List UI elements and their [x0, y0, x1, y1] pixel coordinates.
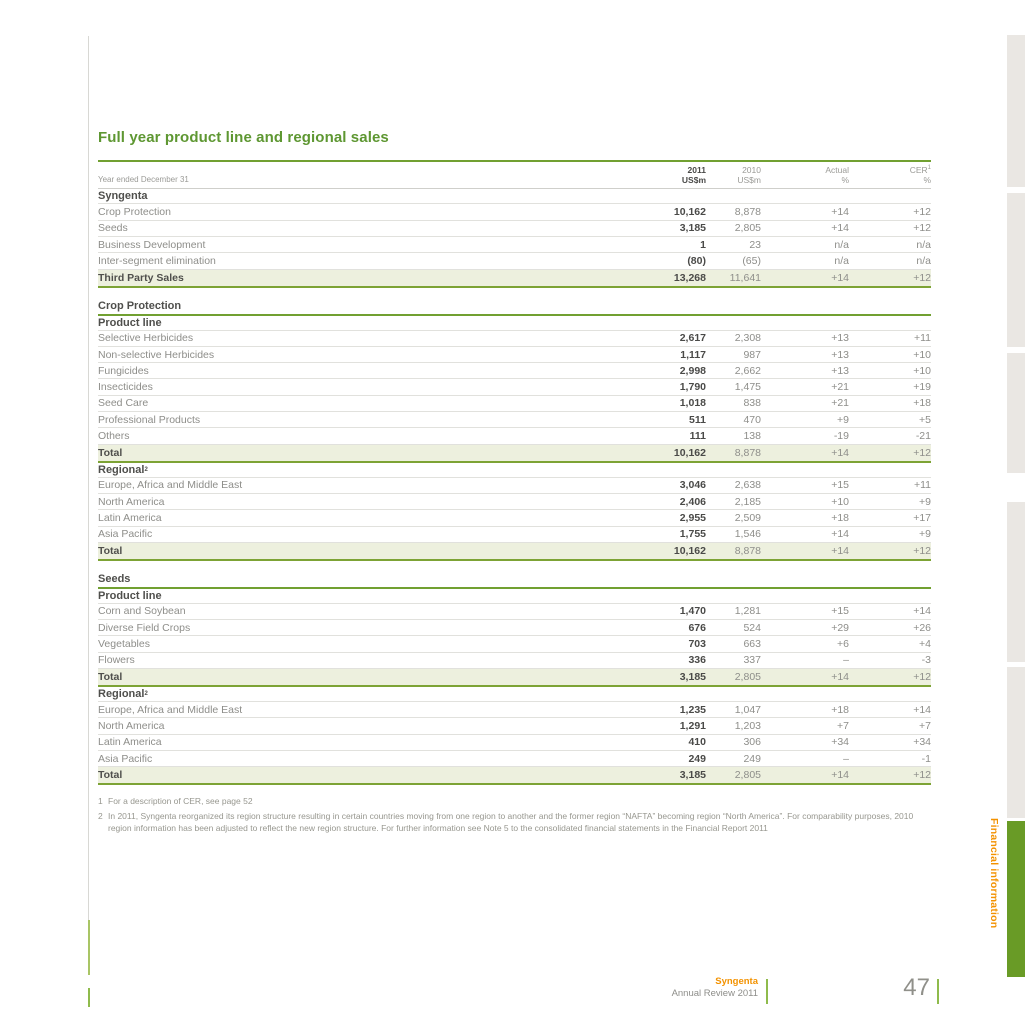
- left-crop-rule-green: [88, 920, 90, 975]
- left-crop-mark-green: [88, 988, 90, 1007]
- row-value: 703: [688, 638, 706, 651]
- table-row: [98, 478, 931, 494]
- table-header-col-actual: Actual %: [825, 165, 849, 186]
- page-title: Full year product line and regional sales: [98, 129, 389, 146]
- row-value: +14: [831, 271, 849, 284]
- row-value: +26: [913, 621, 931, 634]
- row-label: Non-selective Herbicides: [98, 348, 215, 361]
- footnote-text: For a description of CER, see page 52: [108, 796, 253, 807]
- table-block: [98, 573, 931, 785]
- row-value: 1,047: [734, 703, 761, 716]
- row-value: 2,638: [734, 479, 761, 492]
- row-label: North America: [98, 495, 165, 508]
- table-block: [98, 300, 931, 561]
- row-value: +19: [913, 381, 931, 394]
- row-value: -1: [921, 752, 931, 765]
- row-value: -3: [921, 654, 931, 667]
- row-value: 2,509: [734, 511, 761, 524]
- row-value: 470: [743, 413, 761, 426]
- table-row: [98, 412, 931, 428]
- row-value: +14: [913, 605, 931, 618]
- row-value: 1,755: [679, 528, 706, 541]
- row-label: Inter-segment elimination: [98, 254, 216, 267]
- row-label: Latin America: [98, 736, 162, 749]
- section-tab-2: [1007, 193, 1025, 347]
- row-value: 2,805: [734, 671, 761, 684]
- row-value: +34: [831, 736, 849, 749]
- row-label: Total: [98, 671, 123, 684]
- footnote-number: 2: [98, 811, 103, 822]
- table-row: [98, 237, 931, 253]
- row-value: 3,185: [679, 769, 706, 782]
- row-value: 524: [743, 621, 761, 634]
- row-value: 10,162: [673, 446, 706, 459]
- row-value: +12: [913, 671, 931, 684]
- table-total-row: [98, 543, 931, 561]
- group-heading: Regional 2: [98, 687, 931, 702]
- table-total-row: [98, 270, 931, 288]
- table-header-year-label: Year ended December 31: [98, 175, 189, 185]
- table-row: [98, 221, 931, 237]
- row-value: 1,475: [734, 381, 761, 394]
- table-block: [98, 189, 931, 287]
- row-label: Latin America: [98, 511, 162, 524]
- row-value: +14: [831, 206, 849, 219]
- row-value: +6: [837, 638, 849, 651]
- page-content: [98, 129, 931, 838]
- row-value: +9: [919, 495, 931, 508]
- row-value: (65): [742, 254, 761, 267]
- row-value: 1,235: [679, 703, 706, 716]
- row-value: 1,470: [679, 605, 706, 618]
- row-value: 2,185: [734, 495, 761, 508]
- row-value: 8,878: [734, 544, 761, 557]
- row-value: n/a: [916, 254, 931, 267]
- row-value: -19: [833, 429, 849, 442]
- row-value: +14: [831, 528, 849, 541]
- row-value: 2,308: [734, 332, 761, 345]
- section-tab-4: [1007, 502, 1025, 662]
- row-label: Crop Protection: [98, 206, 171, 219]
- row-value: 676: [688, 621, 706, 634]
- row-value: +14: [831, 671, 849, 684]
- table-row: [98, 331, 931, 347]
- row-label: Asia Pacific: [98, 752, 153, 765]
- row-value: 987: [743, 348, 761, 361]
- row-value: +12: [913, 206, 931, 219]
- table-row: [98, 653, 931, 669]
- table-row: [98, 718, 931, 734]
- section-title: Seeds: [98, 573, 931, 589]
- row-value: 1,790: [679, 381, 706, 394]
- row-value: 2,955: [679, 511, 706, 524]
- row-value: (80): [687, 254, 706, 267]
- row-value: +12: [913, 271, 931, 284]
- row-value: +18: [831, 511, 849, 524]
- table-row: [98, 702, 931, 718]
- sales-table: [98, 160, 931, 785]
- row-value: n/a: [834, 238, 849, 251]
- row-value: 2,805: [734, 222, 761, 235]
- table-row: [98, 604, 931, 620]
- row-value: 1,546: [734, 528, 761, 541]
- row-value: +12: [913, 222, 931, 235]
- footer-brand-block: [560, 976, 758, 1001]
- row-value: +9: [919, 528, 931, 541]
- group-heading: Syngenta: [98, 189, 931, 204]
- row-value: 8,878: [734, 206, 761, 219]
- row-value: +17: [913, 511, 931, 524]
- row-value: 2,617: [679, 332, 706, 345]
- row-value: +15: [831, 479, 849, 492]
- table-total-row: [98, 669, 931, 687]
- row-label: Europe, Africa and Middle East: [98, 703, 243, 716]
- table-row: [98, 363, 931, 379]
- section-tab-label: Financial information: [988, 818, 1000, 929]
- row-value: 306: [743, 736, 761, 749]
- row-label: Professional Products: [98, 413, 201, 426]
- row-value: +14: [831, 446, 849, 459]
- table-row: [98, 735, 931, 751]
- row-label: Asia Pacific: [98, 528, 153, 541]
- table-header-col-2010: 2010 US$m: [737, 165, 761, 186]
- row-value: 2,805: [734, 769, 761, 782]
- row-value: +21: [831, 381, 849, 394]
- row-value: 663: [743, 638, 761, 651]
- row-value: +21: [831, 397, 849, 410]
- row-value: 838: [743, 397, 761, 410]
- row-value: 2,406: [679, 495, 706, 508]
- row-value: +10: [831, 495, 849, 508]
- row-value: +10: [913, 364, 931, 377]
- page-number: 47: [903, 974, 930, 1001]
- row-label: Total: [98, 544, 123, 557]
- row-value: +5: [919, 413, 931, 426]
- row-value: 336: [688, 654, 706, 667]
- table-header: [98, 160, 931, 189]
- row-label: Seed Care: [98, 397, 149, 410]
- row-value: 3,046: [679, 479, 706, 492]
- row-value: +13: [831, 332, 849, 345]
- footer-publication: Annual Review 2011: [671, 988, 758, 1000]
- row-value: 111: [689, 429, 706, 442]
- table-total-row: [98, 445, 931, 463]
- section-tab-1: [1007, 35, 1025, 187]
- row-label: Seeds: [98, 222, 128, 235]
- row-label: North America: [98, 719, 165, 732]
- row-value: +11: [913, 479, 931, 492]
- row-value: 410: [688, 736, 706, 749]
- row-value: +13: [831, 348, 849, 361]
- group-heading: Product line: [98, 589, 931, 604]
- table-header-col-cer: CER$^1$ %: [909, 165, 931, 186]
- left-crop-rule: [88, 36, 89, 920]
- row-label: Third Party Sales: [98, 271, 184, 284]
- table-row: [98, 510, 931, 526]
- row-label: Flowers: [98, 654, 135, 667]
- row-value: +18: [831, 703, 849, 716]
- row-label: Selective Herbicides: [98, 332, 194, 345]
- row-value: –: [843, 654, 849, 667]
- row-value: 11,641: [729, 271, 761, 284]
- row-value: +34: [913, 736, 931, 749]
- row-value: +12: [913, 769, 931, 782]
- row-value: n/a: [916, 238, 931, 251]
- row-value: +13: [831, 364, 849, 377]
- section-tab-5: [1007, 667, 1025, 818]
- row-value: 1,291: [679, 719, 706, 732]
- table-row: [98, 396, 931, 412]
- row-label: Total: [98, 446, 123, 459]
- row-label: Total: [98, 769, 123, 782]
- table-row: [98, 253, 931, 269]
- row-value: +14: [831, 222, 849, 235]
- footer-divider-bar-1: [766, 979, 768, 1004]
- row-value: +14: [831, 769, 849, 782]
- row-value: +29: [831, 621, 849, 634]
- table-row: [98, 347, 931, 363]
- table-row: [98, 751, 931, 767]
- row-value: -21: [915, 429, 931, 442]
- row-value: +4: [919, 638, 931, 651]
- table-total-row: [98, 767, 931, 785]
- row-value: 3,185: [679, 671, 706, 684]
- row-value: 13,268: [673, 271, 706, 284]
- row-value: 23: [749, 238, 761, 251]
- table-row: [98, 527, 931, 543]
- row-value: +15: [831, 605, 849, 618]
- group-heading: Regional 2: [98, 463, 931, 478]
- row-label: Fungicides: [98, 364, 149, 377]
- group-heading: Product line: [98, 316, 931, 331]
- row-value: 1,281: [734, 605, 761, 618]
- table-header-col-2011: 2011 US$m: [681, 165, 706, 186]
- row-value: 511: [689, 413, 706, 426]
- row-label: Insecticides: [98, 381, 153, 394]
- row-label: Vegetables: [98, 638, 150, 651]
- row-value: n/a: [834, 254, 849, 267]
- section-tab-financial-information: [1007, 821, 1025, 977]
- table-row: [98, 636, 931, 652]
- row-value: +18: [913, 397, 931, 410]
- row-value: 8,878: [734, 446, 761, 459]
- row-value: 3,185: [679, 222, 706, 235]
- row-value: +12: [913, 544, 931, 557]
- row-value: 249: [688, 752, 706, 765]
- table-row: [98, 494, 931, 510]
- row-value: +14: [913, 703, 931, 716]
- row-value: 1: [700, 238, 706, 251]
- table-row: [98, 204, 931, 220]
- row-value: +10: [913, 348, 931, 361]
- row-value: –: [843, 752, 849, 765]
- row-value: 1,203: [734, 719, 761, 732]
- row-label: Corn and Soybean: [98, 605, 186, 618]
- section-tab-3: [1007, 353, 1025, 473]
- table-row: [98, 620, 931, 636]
- footnote: [98, 811, 931, 835]
- row-value: 2,662: [734, 364, 761, 377]
- footnote: [98, 796, 931, 808]
- row-value: 1,117: [680, 348, 706, 361]
- row-value: +14: [831, 544, 849, 557]
- row-value: +9: [837, 413, 849, 426]
- row-value: +7: [837, 719, 849, 732]
- footnotes: [98, 796, 931, 835]
- row-value: +11: [913, 332, 931, 345]
- row-value: 2,998: [679, 364, 706, 377]
- row-label: Diverse Field Crops: [98, 621, 191, 634]
- row-value: 337: [743, 654, 761, 667]
- row-value: 138: [743, 429, 761, 442]
- row-label: Business Development: [98, 238, 206, 251]
- row-label: Others: [98, 429, 130, 442]
- row-value: 1,018: [679, 397, 706, 410]
- footer-divider-bar-2: [937, 979, 939, 1004]
- row-value: 249: [743, 752, 761, 765]
- footer-brand-name: Syngenta: [715, 976, 758, 987]
- row-value: 10,162: [673, 544, 706, 557]
- row-value: +12: [913, 446, 931, 459]
- table-row: [98, 379, 931, 395]
- row-value: 10,162: [673, 206, 706, 219]
- section-title: Crop Protection: [98, 300, 931, 316]
- footnote-number: 1: [98, 796, 103, 807]
- row-label: Europe, Africa and Middle East: [98, 479, 243, 492]
- row-value: +7: [919, 719, 931, 732]
- footnote-text: In 2011, Syngenta reorganized its region structure resulting in certain countries moving from one region to another and the former region “NAFTA” becoming region “North America”. For comparability purposes, 2010 region information has been adjusted to reflect the new region structure. For further information see Note 5 to the consolidated financial statements in the Financial Report 2011: [108, 811, 914, 833]
- table-row: [98, 428, 931, 444]
